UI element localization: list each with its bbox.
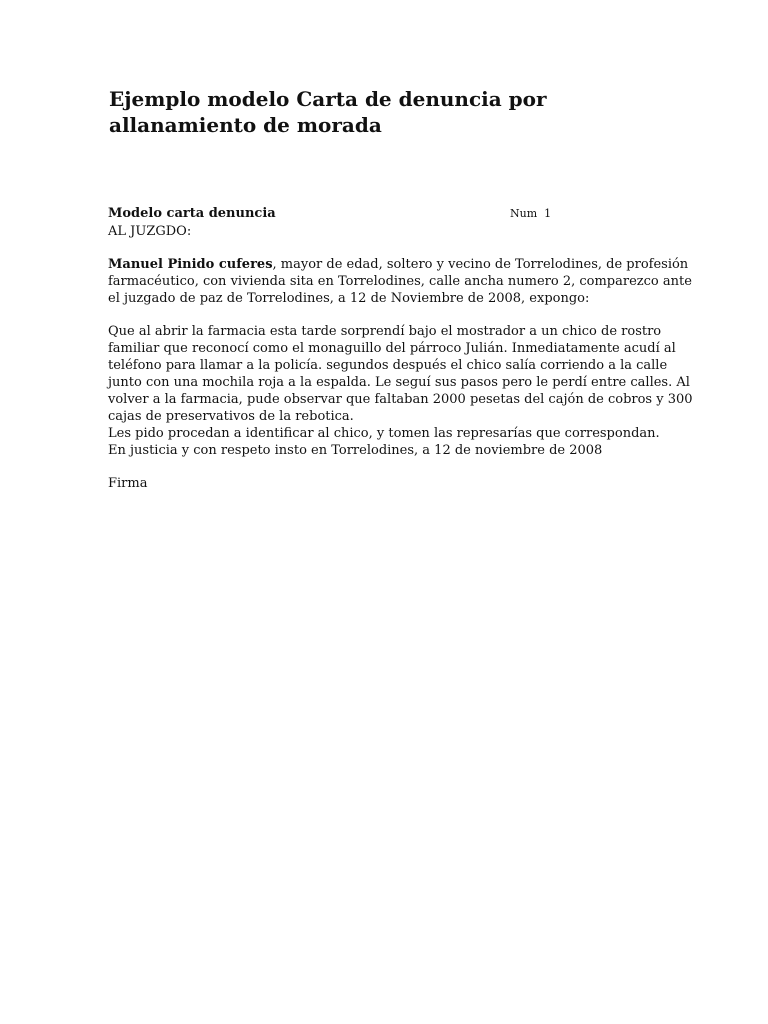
paragraph-introduction	[108, 256, 692, 307]
paragraph-facts	[108, 323, 693, 425]
paragraph-line: volver a la farmacia, pude observar que faltaban 2000 pesetas del cajón de cobros y 300	[108, 392, 693, 407]
paragraph-line: Les pido procedan a identificar al chico, y tomen las represarías que correspondan.	[108, 426, 660, 441]
signature-label: Firma	[108, 476, 148, 491]
paragraph-request	[108, 425, 668, 442]
paragraph-text: , mayor de edad, soltero y vecino de Torrelodines, de profesión	[272, 257, 689, 272]
paragraph-line: junto con una mochila roja a la espalda. Le seguí sus pasos pero le perdí entre calles. Al	[108, 375, 690, 390]
letter-header-row	[108, 205, 668, 223]
paragraph-line: farmacéutico, con vivienda sita en Torrelodines, calle ancha numero 2, comparezco ante	[108, 274, 692, 289]
paragraph-line	[108, 256, 689, 273]
letter-number: Num 1	[510, 207, 552, 220]
letter-addressee: AL JUZGDO:	[108, 224, 192, 239]
paragraph-line: En justicia y con respeto insto en Torrelodines, a 12 de noviembre de 2008	[108, 443, 603, 458]
paragraph-line: familiar que reconocí como el monaguillo del párroco Julián. Inmediatamente acudí al	[108, 341, 676, 356]
complainant-name: Manuel Pinido cuferes	[108, 257, 273, 272]
letter-subtitle: Modelo carta denuncia	[108, 206, 276, 221]
paragraph-line: Que al abrir la farmacia esta tarde sorprendí bajo el mostrador a un chico de rostro	[108, 324, 662, 339]
paragraph-line: el juzgado de paz de Torrelodines, a 12 de Noviembre de 2008, expongo:	[108, 291, 590, 306]
paragraph-closing	[108, 442, 668, 459]
paragraph-line: cajas de preservativos de la rebotica.	[108, 409, 354, 424]
document-title: Ejemplo modelo Carta de denuncia por allanamiento de morada	[109, 87, 547, 137]
paragraph-line: teléfono para llamar a la policía. segundos después el chico salía corriendo a la calle	[108, 358, 668, 373]
